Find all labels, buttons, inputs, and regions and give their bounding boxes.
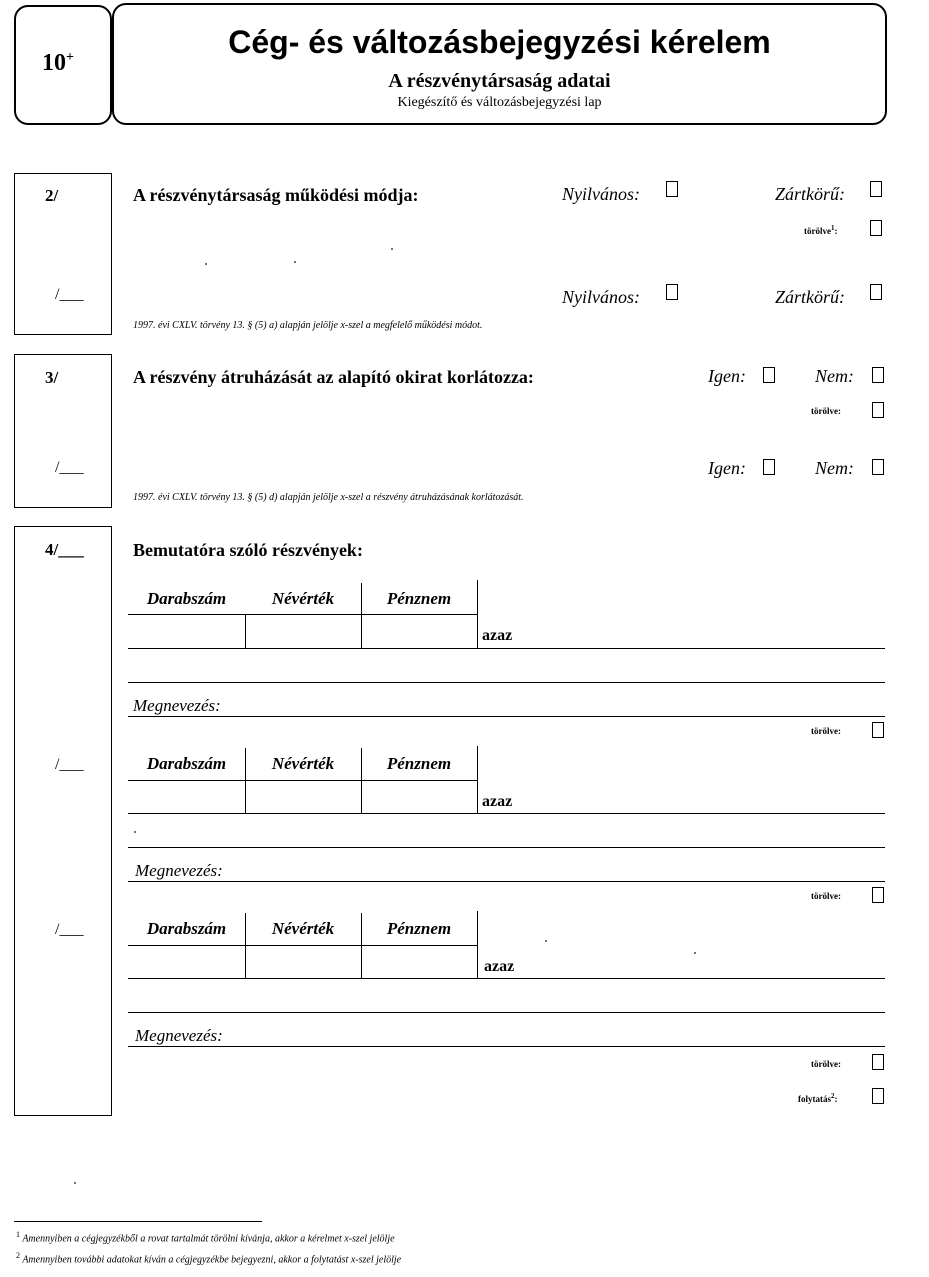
scan-speck xyxy=(294,261,296,263)
scan-speck xyxy=(74,1182,76,1184)
table-divider xyxy=(361,748,362,813)
table-header-rule xyxy=(128,780,477,781)
table-divider xyxy=(245,614,246,648)
col-currency-header: Pénznem xyxy=(386,589,452,608)
deleted-label: törölve: xyxy=(811,726,841,736)
table-divider xyxy=(477,580,478,648)
azaz-label: azaz xyxy=(482,627,513,644)
table-divider xyxy=(477,746,478,813)
deleted-checkbox[interactable] xyxy=(872,1054,884,1070)
section3-yes-checkbox[interactable] xyxy=(763,367,775,383)
table-header-rule xyxy=(128,945,477,946)
section3-no-label-new: Nem: xyxy=(815,458,854,478)
scan-speck xyxy=(545,940,547,942)
deleted-label: törölve: xyxy=(811,1059,841,1069)
section2-option-private-label-new: Zártkörű: xyxy=(775,287,846,307)
table-divider xyxy=(245,913,246,978)
scan-speck xyxy=(694,952,696,954)
col-nominal-header: Névérték xyxy=(271,919,335,938)
deleted-checkbox[interactable] xyxy=(872,722,884,738)
section2-note: 1997. évi CXLV. törvény 13. § (5) a) alapján jelölje x-szel a megfelelő működési módot. xyxy=(133,320,483,331)
amount-words-line[interactable] xyxy=(128,648,885,649)
currency-cell[interactable] xyxy=(363,616,475,647)
currency-cell[interactable] xyxy=(363,782,475,812)
section2-deleted-checkbox[interactable] xyxy=(870,220,882,236)
section2-deleted-label: törölve$^1$: xyxy=(804,224,838,236)
deleted-checkbox[interactable] xyxy=(872,887,884,903)
footnote-1: $^1$ Amennyiben a cégjegyzékből a rovat tartalmát törölni kívánja, akkor a kérelmet x-szel jelölje xyxy=(16,1230,395,1245)
footnote-rule xyxy=(14,1221,262,1222)
section3-yes-checkbox-new[interactable] xyxy=(763,459,775,475)
section3-no-checkbox-new[interactable] xyxy=(872,459,884,475)
col-nominal-header: Névérték xyxy=(271,589,335,608)
nominal-cell[interactable] xyxy=(247,782,359,812)
col-currency-header: Pénznem xyxy=(386,754,452,773)
section3-yes-label: Igen: xyxy=(708,366,746,386)
col-count-header: Darabszám xyxy=(146,919,227,938)
col-nominal-header: Névérték xyxy=(271,754,335,773)
section2-question: A részvénytársaság működési módja: xyxy=(133,185,419,205)
amount-words-line[interactable] xyxy=(128,813,885,814)
section2-option-public-label: Nyilvános: xyxy=(562,184,640,204)
table-divider xyxy=(361,913,362,978)
section3-number: 3/ xyxy=(45,368,59,387)
section2-public-checkbox-new[interactable] xyxy=(666,284,678,300)
section2-number: 2/ xyxy=(45,186,59,205)
form-number-superscript: + xyxy=(66,50,74,65)
col-count-header: Darabszám xyxy=(146,754,227,773)
amount-words-line-2[interactable] xyxy=(128,847,885,848)
section4-slash-row2: /___ xyxy=(55,756,84,773)
form-number: 10+ xyxy=(42,50,74,76)
name-line[interactable] xyxy=(128,1046,885,1047)
section2-private-checkbox[interactable] xyxy=(870,181,882,197)
section2-private-checkbox-new[interactable] xyxy=(870,284,882,300)
section4-number-box xyxy=(14,526,112,1116)
section2-option-public-label-new: Nyilvános: xyxy=(562,287,640,307)
page-subsubtitle: Kiegészítő és változásbejegyzési lap xyxy=(397,95,602,110)
section3-no-checkbox[interactable] xyxy=(872,367,884,383)
section4-slash-row3: /___ xyxy=(55,921,84,938)
col-count-header: Darabszám xyxy=(146,589,227,608)
scan-speck xyxy=(134,831,136,833)
section4-number: 4/___ xyxy=(45,540,84,559)
amount-words-line-2[interactable] xyxy=(128,1012,885,1013)
name-line[interactable] xyxy=(128,716,885,717)
continue-checkbox[interactable] xyxy=(872,1088,884,1104)
section2-option-private-label: Zártkörű: xyxy=(775,184,846,204)
nominal-cell[interactable] xyxy=(247,616,359,647)
scan-speck xyxy=(205,263,207,265)
scan-speck xyxy=(391,248,393,250)
footnote-2: $^2$ Amennyiben további adatokat kíván a cégjegyzékbe bejegyezni, akkor a folytatást x-szel jelölje xyxy=(16,1251,402,1266)
section4-heading: Bemutatóra szóló részvények: xyxy=(133,540,363,560)
name-line[interactable] xyxy=(128,881,885,882)
name-label: Megnevezés: xyxy=(133,696,221,715)
deleted-label: törölve: xyxy=(811,891,841,901)
section3-deleted-label: törölve: xyxy=(811,406,841,416)
nominal-cell[interactable] xyxy=(247,947,359,977)
section3-no-label: Nem: xyxy=(815,366,854,386)
amount-words-line-2[interactable] xyxy=(128,682,885,683)
section2-number-box xyxy=(14,173,112,335)
azaz-label: azaz xyxy=(482,793,513,810)
section3-yes-label-new: Igen: xyxy=(708,458,746,478)
amount-words-line[interactable] xyxy=(128,978,885,979)
table-divider xyxy=(477,911,478,978)
table-header-rule xyxy=(128,614,477,615)
table-divider xyxy=(245,748,246,813)
table-divider xyxy=(361,583,362,648)
section3-note: 1997. évi CXLV. törvény 13. § (5) d) alapján jelölje x-szel a részvény átruházásának korlátozását. xyxy=(133,492,524,503)
section2-slash: /___ xyxy=(55,286,84,303)
section3-question: A részvény átruházását az alapító okirat korlátozza: xyxy=(133,367,534,387)
section3-deleted-checkbox[interactable] xyxy=(872,402,884,418)
section3-slash: /___ xyxy=(55,459,84,476)
page-title: Cég- és változásbejegyzési kérelem xyxy=(228,24,771,60)
azaz-label: azaz xyxy=(484,958,515,975)
col-currency-header: Pénznem xyxy=(386,919,452,938)
name-label: Megnevezés: xyxy=(135,861,223,880)
count-cell[interactable] xyxy=(130,616,243,647)
count-cell[interactable] xyxy=(130,782,243,812)
section2-public-checkbox[interactable] xyxy=(666,181,678,197)
continue-label: folytatás$^2$: xyxy=(798,1092,838,1104)
name-label: Megnevezés: xyxy=(135,1026,223,1045)
currency-cell[interactable] xyxy=(363,947,475,977)
section3-number-box xyxy=(14,354,112,508)
page-subtitle: A részvénytársaság adatai xyxy=(388,70,611,92)
count-cell[interactable] xyxy=(130,947,243,977)
